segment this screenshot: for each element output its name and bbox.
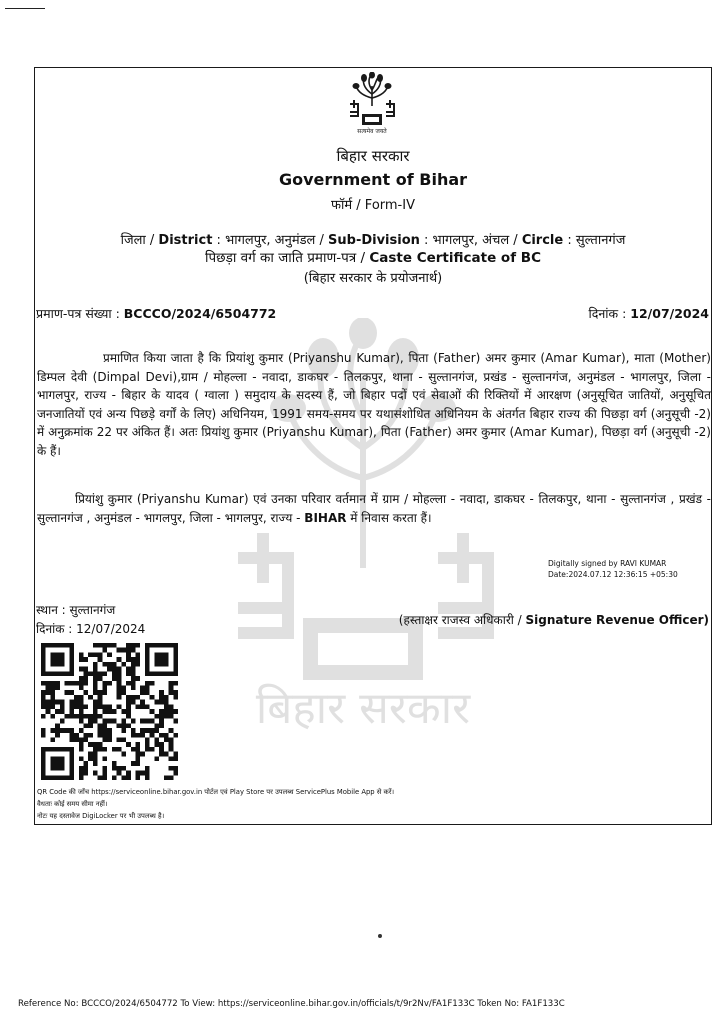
bihar-emblem-icon	[344, 72, 400, 136]
digilocker-note: नोटः यह दस्तावेज DigiLocker पर भी उपलब्ध है।	[37, 812, 165, 820]
signature-officer-label: (हस्ताक्षर राजस्व अधिकारी / Signature Revenue Officer)	[398, 613, 709, 627]
place-label: स्थान : सुल्तानगंज	[36, 603, 116, 617]
scan-speck	[378, 934, 382, 938]
purpose-line: (बिहार सरकार के प्रयोजनार्थ)	[303, 271, 443, 286]
digital-signature-date: Date:2024.07.12 12:36:15 +05:30	[548, 570, 678, 579]
certification-paragraph: प्रमाणित किया जाता है कि प्रियांशु कुमार (Priyanshu Kumar), पिता (Father) अमर कुमार (Amar Kumar), माता (Mother) डिम्पल देवी (Dimpal Devi),ग्राम / मोहल्ला - नवादा, डाकघर - तिलकपुर, थाना - सुल्तानगंज, प्रखंड - सुल्तानगंज, अनुमंडल - भागलपुर, जिला - भागलपुर, राज्य - बिहार के यादव ( ग्वाला ) समुदाय के सदस्य हैं, जो बिहार पदों एवं सेवाओं की रिक्तियों में आरक्षण (अनुसूचित जातियों, अनुसूचित जनजातियों एवं अन्य पिछड़े वर्गों के लिए) अधिनियम, 1991 समय-समय पर यथासंशोधित अधिनियम के अंतर्गत बिहार राज्य की पिछड़ा वर्ग (अनुसूची -2) में अनुक्रमांक 22 पर अंकित हैं। अतः प्रियांशु कुमार (Priyanshu Kumar), पिता (Father) अमर कुमार (Amar Kumar), पिछड़ा वर्ग (अनुसूची -2) के हैं।	[37, 351, 711, 458]
notes-block	[37, 786, 394, 822]
certificate-date: दिनांक : 12/07/2024	[588, 306, 709, 321]
govt-title-english: Government of Bihar	[278, 170, 468, 189]
certificate-title: पिछड़ा वर्ग का जाति प्रमाण-पत्र / Caste Certificate of BC	[205, 250, 541, 266]
scan-mark	[5, 8, 45, 9]
certificate-number: प्रमाण-पत्र संख्या : BCCCO/2024/6504772	[36, 306, 277, 321]
emblem-motto: सत्यमेव जयते	[357, 128, 387, 135]
digital-signature	[548, 558, 678, 580]
qr-code-icon	[41, 643, 178, 780]
reference-footer: Reference No: BCCCO/2024/6504772 To View: https://serviceonline.bihar.gov.in/officials/t/9r2Nv/FA1F133C Token No: FA1F133C	[18, 999, 565, 1009]
digital-signature-name: Digitally signed by RAVI KUMAR	[548, 559, 667, 568]
watermark-text: बिहार सरकार	[255, 683, 471, 734]
jurisdiction-line: जिला / District : भागलपुर, अनुमंडल / Sub-Division : भागलपुर, अंचल / Circle : सुल्तानगंज	[120, 233, 626, 248]
issue-date-label: दिनांक : 12/07/2024	[36, 622, 146, 636]
govt-title-hindi: बिहार सरकार	[336, 147, 410, 165]
validity-note: वैधताः कोई समय सीमा नहीं।	[37, 800, 108, 808]
form-label: फॉर्म / Form-IV	[331, 198, 415, 213]
qr-note: QR Code की जाँच https://serviceonline.bihar.gov.in पोर्टल एवं Play Store पर उपलब्ध ServicePlus Mobile App से करें।	[37, 788, 395, 796]
residence-paragraph: प्रियांशु कुमार (Priyanshu Kumar) एवं उनका परिवार वर्तमान में ग्राम / मोहल्ला - नवादा, डाकघर - तिलकपुर, थाना - सुल्तानगंज , प्रखंड - सुल्तानगंज , अनुमंडल - भागलपुर, जिला - भागलपुर, राज्य - BIHAR में निवास करता हैं।	[37, 492, 711, 525]
